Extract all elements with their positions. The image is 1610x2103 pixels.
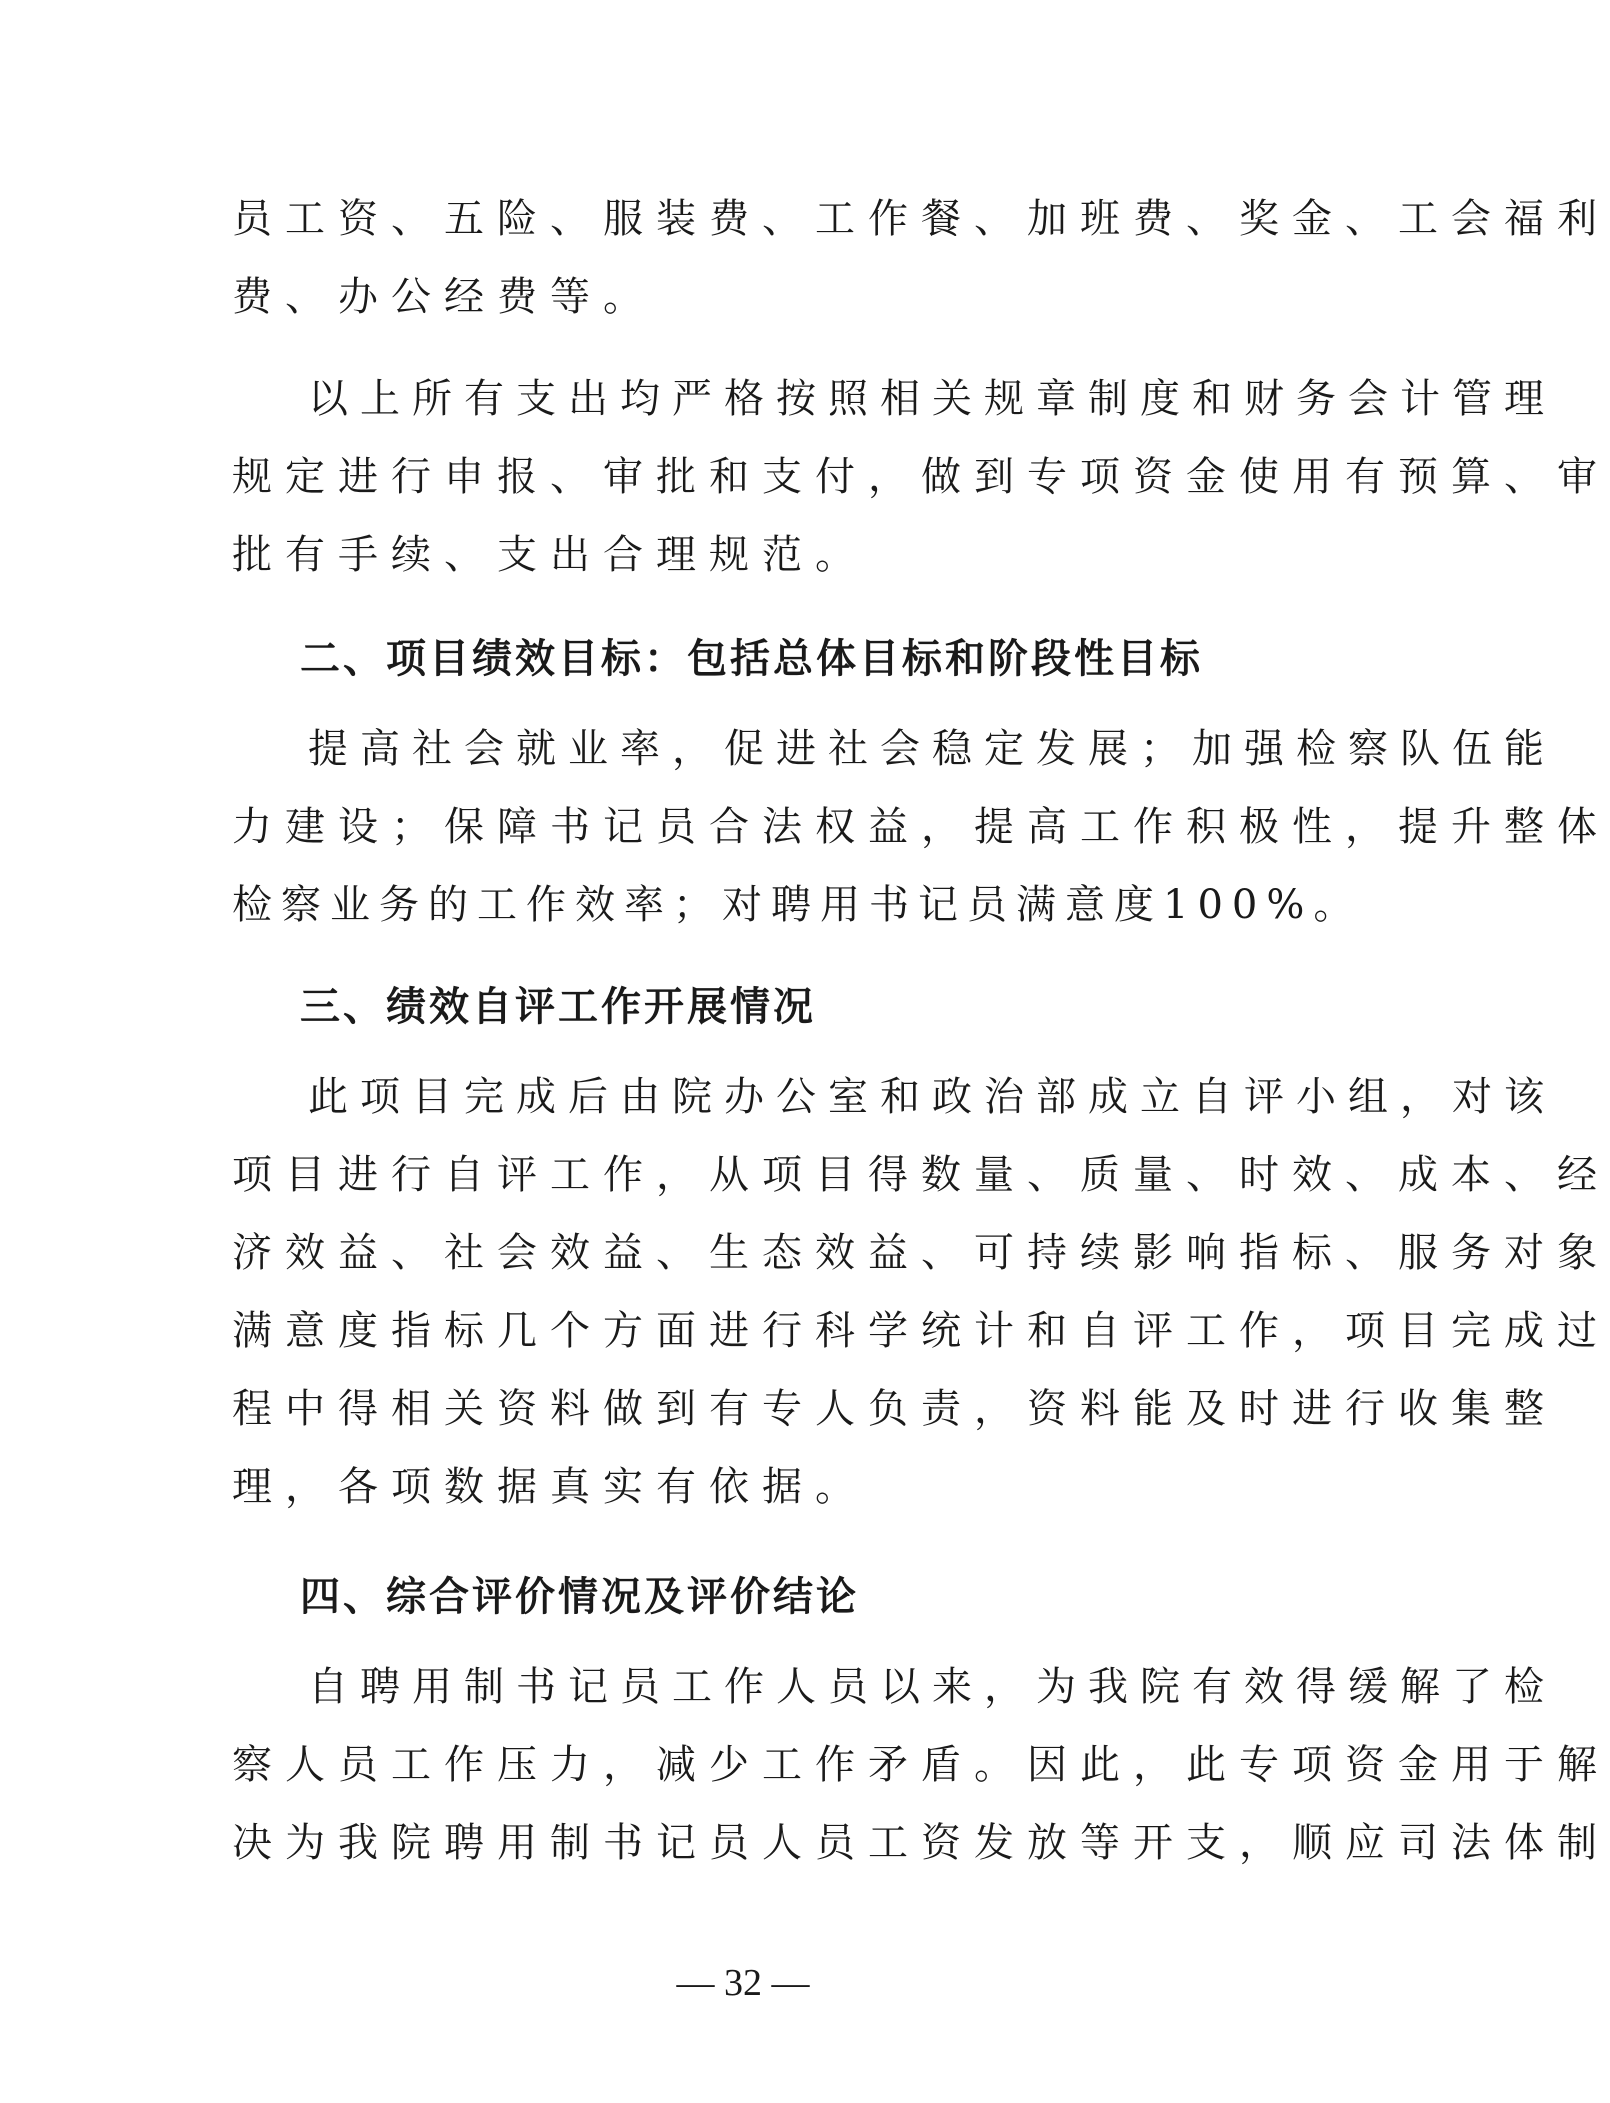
section-heading-overall-evaluation: 四、综合评价情况及评价结论	[300, 1574, 859, 1620]
section-heading-performance-goals: 二、项目绩效目标：包括总体目标和阶段性目标	[300, 636, 1203, 682]
text-line: 此项目完成后由院办公室和政治部成立自评小组，对该	[308, 1074, 1556, 1120]
text-line: 察人员工作压力，减少工作矛盾。因此，此专项资金用于解	[232, 1742, 1610, 1788]
section-heading-self-evaluation: 三、绩效自评工作开展情况	[300, 984, 816, 1030]
page-number: — 32 —	[676, 1962, 810, 2004]
text-line: 满意度指标几个方面进行科学统计和自评工作，项目完成过	[232, 1308, 1610, 1354]
text-line: 以上所有支出均严格按照相关规章制度和财务会计管理	[308, 376, 1556, 422]
text-line: 项目进行自评工作，从项目得数量、质量、时效、成本、经	[232, 1152, 1610, 1198]
text-line: 员工资、五险、服装费、工作餐、加班费、奖金、工会福利	[232, 196, 1610, 242]
text-line: 检察业务的工作效率；对聘用书记员满意度100%。	[232, 882, 1363, 928]
text-line: 费、办公经费等。	[232, 274, 656, 320]
text-line: 决为我院聘用制书记员人员工资发放等开支，顺应司法体制	[232, 1820, 1610, 1866]
text-line: 济效益、社会效益、生态效益、可持续影响指标、服务对象	[232, 1230, 1610, 1276]
text-line: 力建设；保障书记员合法权益，提高工作积极性，提升整体	[232, 804, 1610, 850]
text-line: 程中得相关资料做到有专人负责，资料能及时进行收集整	[232, 1386, 1557, 1432]
paragraph-expense-items	[232, 180, 1610, 336]
text-line: 提高社会就业率，促进社会稳定发展；加强检察队伍能	[308, 726, 1556, 772]
paragraph-expense-compliance	[232, 360, 1610, 594]
text-line: 理，各项数据真实有依据。	[232, 1464, 868, 1510]
paragraph-performance-goals	[232, 710, 1610, 944]
text-line: 自聘用制书记员工作人员以来，为我院有效得缓解了检	[308, 1664, 1556, 1710]
text-line: 批有手续、支出合理规范。	[232, 532, 868, 578]
text-line: 规定进行申报、审批和支付，做到专项资金使用有预算、审	[232, 454, 1610, 500]
paragraph-self-evaluation	[232, 1058, 1610, 1526]
paragraph-overall-evaluation	[232, 1648, 1610, 1882]
